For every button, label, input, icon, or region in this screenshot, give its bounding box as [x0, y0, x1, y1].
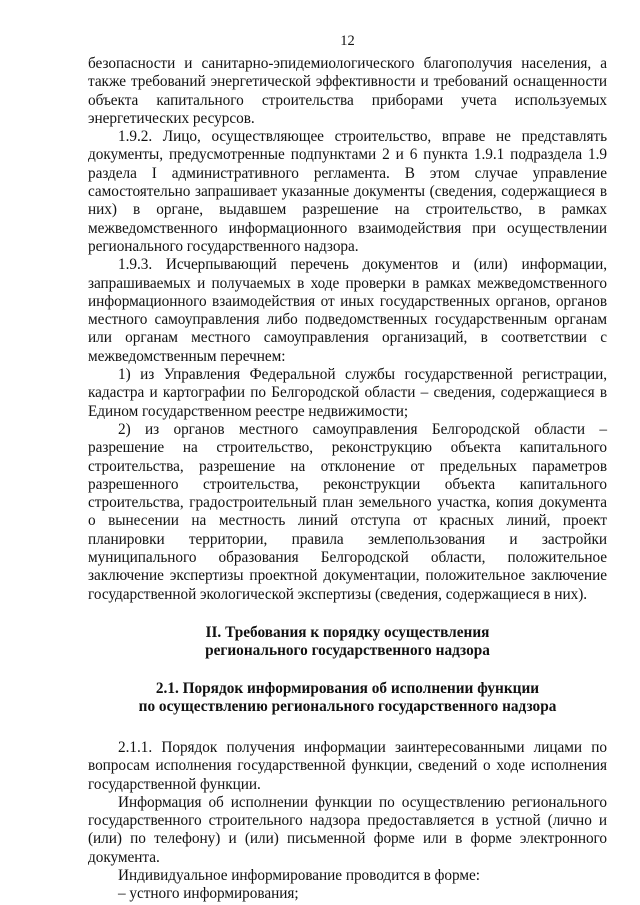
paragraph-1-9-3: 1.9.3. Исчерпывающий перечень документов и (или) информации, запрашиваемых и получаемых в ходе проверки в рамках межведомственного информационного взаимодействия от иных государственных органов, органов местного самоуправления либо подведомственных государственным органам или органам местного самоуправления организаций, в соответствии с межведомственным перечнем: — [88, 256, 607, 365]
paragraph-1-9-2: 1.9.2. Лицо, осуществляющее строительство, вправе не представлять документы, предусмотренные подпунктами 2 и 6 пункта 1.9.1 подраздела 1.9 раздела I административного регламента. В этом случае управление самостоятельно запрашивает указанные документы (сведения, содержащиеся в них) в органе, выдавшем разрешение на строительство, в рамках межведомственного информационного взаимодействия при осуществлении регионального государственного надзора. — [88, 128, 607, 255]
subsection-heading-line-2: по осуществлению регионального государственного надзора — [138, 698, 557, 716]
paragraph-continuation: безопасности и санитарно-эпидемиологического благополучия населения, а также требований энергетической эффективности и требований оснащенности объекта капитального строительства приборами учета используемых энергетических ресурсов. — [88, 55, 607, 127]
subsection-heading-line-1: 2.1. Порядок информирования об исполнении функции — [155, 679, 540, 697]
section-heading-line-1: II. Требования к порядку осуществления — [205, 623, 490, 641]
list-item-1: 1) из Управления Федеральной службы государственной регистрации, кадастра и картографии по Белгородской области – сведения, содержащиеся в Едином государственном реестре недвижимости; — [88, 366, 607, 420]
paragraph-information: Информация об исполнении функции по осуществлению регионального государственного строительного надзора предоставляется в устной (лично и (или) по телефону) и (или) письменной форме или в форме электронного документа. — [88, 793, 607, 866]
list-item-2: 2) из органов местного самоуправления Белгородской области – разрешение на строительство, реконструкцию объекта капитального строительства, разрешение на отклонение от предельных параметров разрешенного строительства, реконструкции объекта капитального строительства, градостроительный план земельного участка, копия документа о вынесении на местность линий отступа от красных линий, проект планировки территории, правила землепользования и застройки муниципального образования Белгородской области, положительное заключение экспертизы проектной документации, положительное заключение государственной экологической экспертизы (сведения, содержащиеся в них). — [88, 420, 607, 603]
paragraph-2-1-1: 2.1.1. Порядок получения информации заинтересованными лицами по вопросам исполнения государственной функции, сведений о ходе исполнения государственной функции. — [88, 738, 607, 793]
spacer — [88, 604, 607, 624]
list-item-oral-informing: – устного информирования; — [118, 885, 299, 903]
page-number: 12 — [340, 33, 355, 49]
spacer — [88, 661, 607, 680]
section-heading-line-2: регионального государственного надзора — [205, 642, 490, 660]
paragraph-individual-informing: Индивидуальное информирование проводится в форме: — [118, 866, 480, 884]
spacer — [88, 717, 607, 739]
